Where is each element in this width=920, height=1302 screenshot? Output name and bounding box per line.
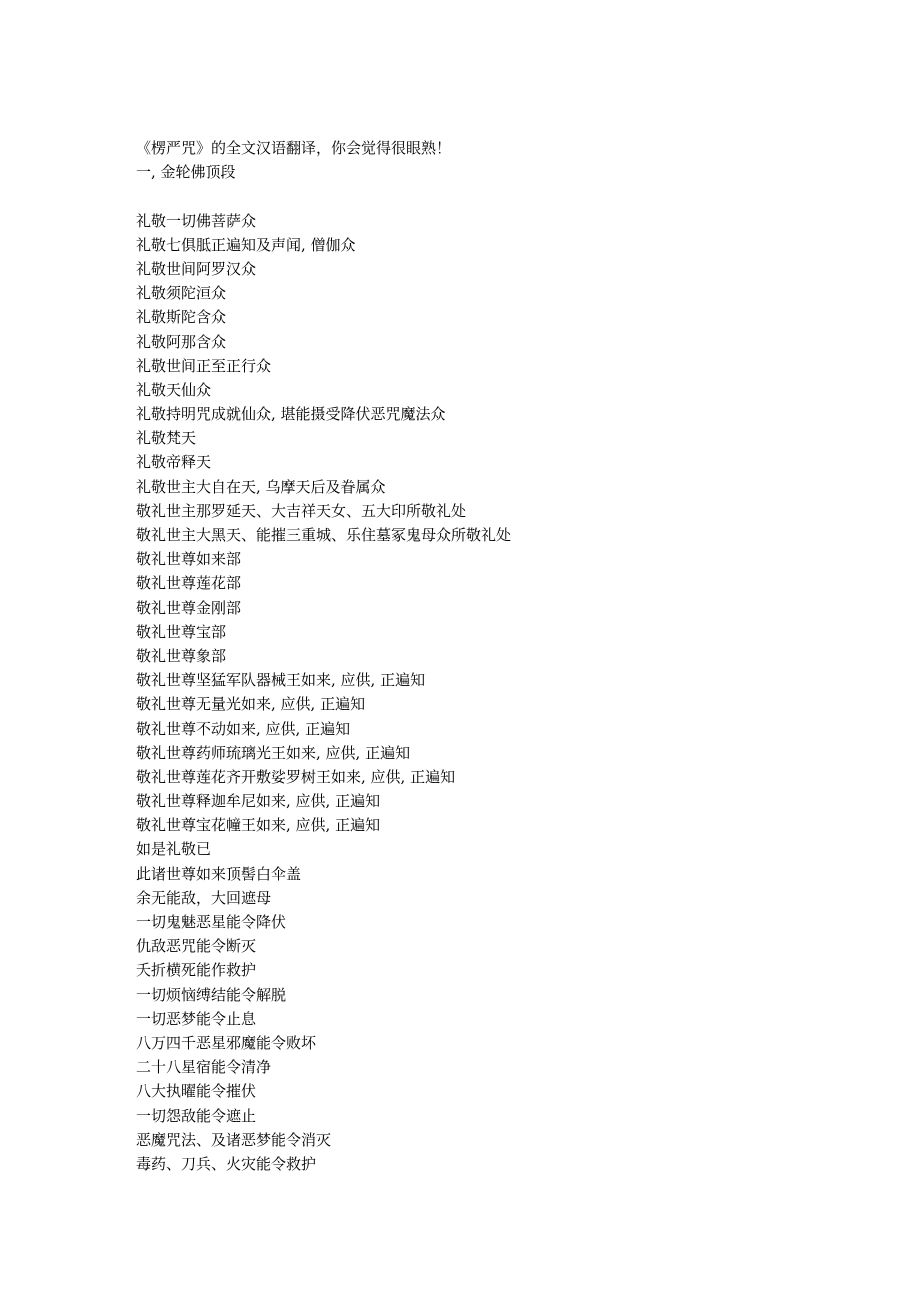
text-line: 敬礼世尊宝花幢王如来, 应供, 正遍知 [136, 816, 381, 835]
text-line: 敬礼世尊莲花部 [136, 574, 242, 593]
text-line: 礼敬世间正至正行众 [136, 356, 272, 375]
text-line: 礼敬一切佛菩萨众 [136, 211, 257, 230]
text-line: 礼敬天仙众 [136, 380, 212, 399]
text-line: 夭折横死能作救护 [136, 961, 257, 980]
text-line: 一切烦恼缚结能令解脱 [136, 985, 287, 1004]
text-line: 敬礼世尊坚猛军队器械王如来, 应供, 正遍知 [136, 671, 426, 690]
blank-line [136, 184, 856, 208]
text-line: 敬礼世主大黑天、能摧三重城、乐住墓冢鬼母众所敬礼处 [136, 526, 512, 544]
text-line: 礼敬须陀洹众 [136, 284, 227, 303]
text-line: 礼敬世间阿罗汉众 [136, 259, 257, 278]
text-line: 八大执曜能令摧伏 [136, 1082, 257, 1101]
text-line: 礼敬阿那含众 [136, 332, 227, 351]
text-line: 此诸世尊如来顶髻白伞盖 [136, 864, 302, 883]
text-line: 八万四千恶星邪魔能令败坏 [136, 1033, 317, 1052]
text-line: 礼敬梵天 [136, 429, 197, 448]
text-line: 一切恶梦能令止息 [136, 1009, 257, 1028]
section-heading: 一, 金轮佛顶段 [136, 163, 236, 182]
document-title: 《楞严咒》的全文汉语翻译，你会觉得很眼熟！ [136, 139, 452, 157]
text-line: 二十八星宿能令清净 [136, 1058, 272, 1077]
text-line: 礼敬帝释天 [136, 453, 212, 472]
text-line: 如是礼敬已 [136, 840, 212, 859]
text-line: 敬礼世尊象部 [136, 646, 227, 665]
text-line: 余无能敌，大回遮母 [136, 888, 272, 907]
text-line: 敬礼世尊如来部 [136, 550, 242, 569]
text-line: 敬礼世主那罗延天、大吉祥天女、五大印所敬礼处 [136, 501, 467, 520]
text-line: 礼敬世主大自在天, 乌摩天后及眷属众 [136, 477, 386, 496]
text-line: 一切怨敌能令遮止 [136, 1106, 257, 1125]
text-lines [136, 209, 856, 1177]
text-line: 敬礼世尊药师琉璃光王如来, 应供, 正遍知 [136, 743, 411, 762]
text-line: 敬礼世尊宝部 [136, 622, 227, 641]
text-line: 礼敬七俱胝正遍知及声闻, 僧伽众 [136, 235, 356, 254]
text-line: 恶魔咒法、及诸恶梦能令消灭 [136, 1130, 332, 1149]
text-line: 敬礼世尊莲花齐开敷娑罗树王如来, 应供, 正遍知 [136, 767, 456, 786]
text-line: 敬礼世尊金刚部 [136, 598, 242, 617]
text-line: 敬礼世尊不动如来, 应供, 正遍知 [136, 719, 351, 738]
text-line: 毒药、刀兵、火灾能令救护 [136, 1154, 317, 1173]
text-line: 仇敌恶咒能令断灭 [136, 937, 257, 956]
document-body [136, 136, 856, 1176]
text-line: 敬礼世尊无量光如来, 应供, 正遍知 [136, 695, 366, 714]
text-line: 一切鬼魅恶星能令降伏 [136, 913, 287, 931]
text-line: 敬礼世尊释迦牟尼如来, 应供, 正遍知 [136, 792, 381, 811]
text-line: 礼敬斯陀含众 [136, 308, 227, 327]
text-line: 礼敬持明咒成就仙众, 堪能摄受降伏恶咒魔法众 [136, 405, 446, 424]
